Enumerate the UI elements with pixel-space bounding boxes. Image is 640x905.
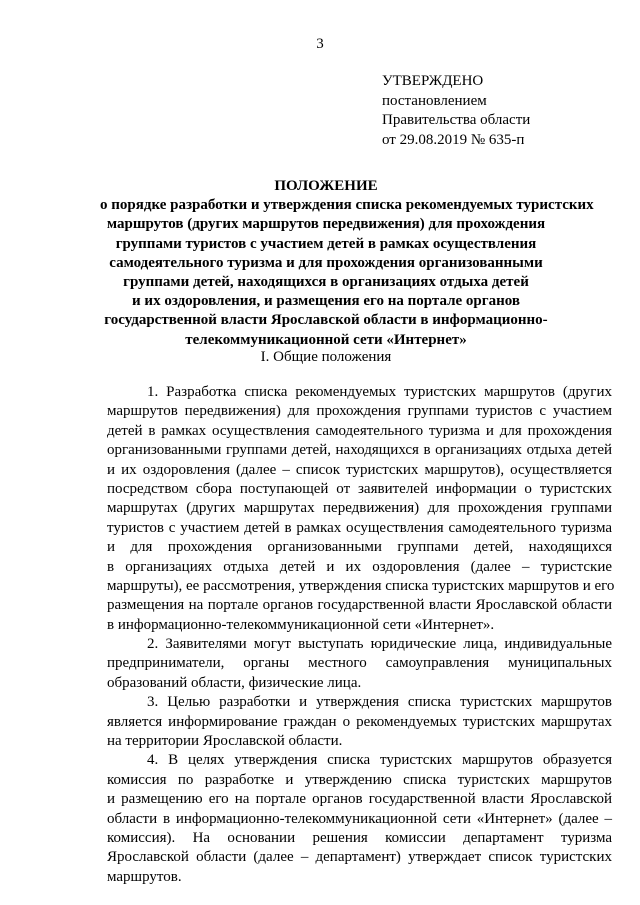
title-line: государственной власти Ярославской области в информационно- bbox=[104, 312, 548, 329]
title-line: маршрутов (других маршрутов передвижения) для прохождения bbox=[106, 216, 546, 233]
paragraph-line: в информационно-телекоммуникационной сети «Интернет». bbox=[107, 616, 495, 633]
paragraph-2 bbox=[107, 635, 612, 693]
title-line: самодеятельного туризма и для прохождения организованными bbox=[109, 254, 543, 271]
paragraph-line: и размещению его на портале органов государственной власти Ярославской bbox=[107, 791, 612, 808]
paragraph-line: 3. Целью разработки и утверждения списка туристских маршрутов bbox=[147, 694, 612, 711]
paragraph-line: предприниматели, органы местного самоуправления муниципальных bbox=[107, 655, 612, 672]
approval-line: от 29.08.2019 № 635-п bbox=[382, 131, 525, 148]
title-line: группами туристов с участием детей в рамках осуществления bbox=[115, 235, 537, 252]
paragraph-line: 1. Разработка списка рекомендуемых туристских маршрутов (других bbox=[147, 384, 612, 400]
section-heading: I. Общие положения bbox=[260, 349, 392, 365]
paragraph-line: маршрутов передвижения) для прохождения группами туристов с участием bbox=[107, 403, 612, 420]
paragraph-line: области в информационно-телекоммуникационной сети «Интернет» (далее – bbox=[107, 810, 612, 827]
approval-line: УТВЕРЖДЕНО bbox=[382, 73, 484, 89]
paragraph-line: посредством сбора поступающей от заявителей информации о туристских bbox=[107, 480, 612, 497]
paragraph-line: и для прохождения организованными группами детей, находящихся bbox=[107, 539, 612, 556]
paragraph-line: и их оздоровления (далее – список туристских маршрутов), осуществляется bbox=[107, 461, 612, 478]
paragraph-line: 4. В целях утверждения списка туристских маршрутов образуется bbox=[147, 752, 612, 769]
paragraph-3 bbox=[107, 693, 612, 751]
paragraph-line: маршрутах (других маршрутах передвижения) для прохождения группами bbox=[107, 500, 612, 517]
paragraph-line: комиссия). На основании решения комиссии департамент туризма bbox=[107, 829, 612, 846]
title-line: телекоммуникационной сети «Интернет» bbox=[185, 331, 467, 348]
paragraph-line: комиссия по разработке и утверждению списка туристских маршрутов bbox=[107, 771, 612, 788]
paragraph-line: на территории Ярославской области. bbox=[107, 733, 343, 750]
approval-line: Правительства области bbox=[382, 112, 531, 128]
approval-line: постановлением bbox=[382, 92, 487, 109]
paragraph-line: размещения на портале органов государственной власти Ярославской области bbox=[107, 597, 612, 614]
paragraph-line: в организациях отдыха детей и их оздоровления (далее – туристские bbox=[107, 558, 612, 575]
paragraph-4 bbox=[107, 751, 612, 887]
paragraph-line: является информирование граждан о рекомендуемых туристских маршрутах bbox=[107, 713, 612, 730]
document-title bbox=[100, 177, 594, 350]
document-body bbox=[107, 383, 615, 887]
paragraph-line: маршрутов. bbox=[107, 868, 182, 885]
paragraph-1 bbox=[107, 383, 615, 635]
paragraph-line: маршруты), ее рассмотрения, утверждения списка туристских маршрутов и его bbox=[107, 577, 615, 594]
title-line: о порядке разработки и утверждения списка рекомендуемых туристских bbox=[100, 197, 594, 214]
title-line: группами детей, находящихся в организациях отдыха детей bbox=[123, 274, 529, 291]
paragraph-line: Ярославской области (далее – департамент) утверждает список туристских bbox=[107, 849, 612, 866]
title-line: и их оздоровления, и размещения его на портале органов bbox=[132, 293, 520, 310]
page-number: 3 bbox=[316, 36, 324, 52]
paragraph-line: детей в рамках осуществления самодеятельного туризма и для прохождения bbox=[107, 422, 612, 439]
paragraph-line: туристов с участием детей в рамках осуществления самодеятельного туризма bbox=[107, 519, 612, 536]
approval-stamp bbox=[382, 72, 530, 150]
paragraph-line: организованными группами детей, находящихся в организациях отдыха детей bbox=[107, 442, 612, 459]
paragraph-line: образований области, физические лица. bbox=[107, 674, 362, 691]
paragraph-line: 2. Заявителями могут выступать юридические лица, индивидуальные bbox=[147, 636, 612, 653]
title-line: ПОЛОЖЕНИЕ bbox=[274, 178, 378, 194]
